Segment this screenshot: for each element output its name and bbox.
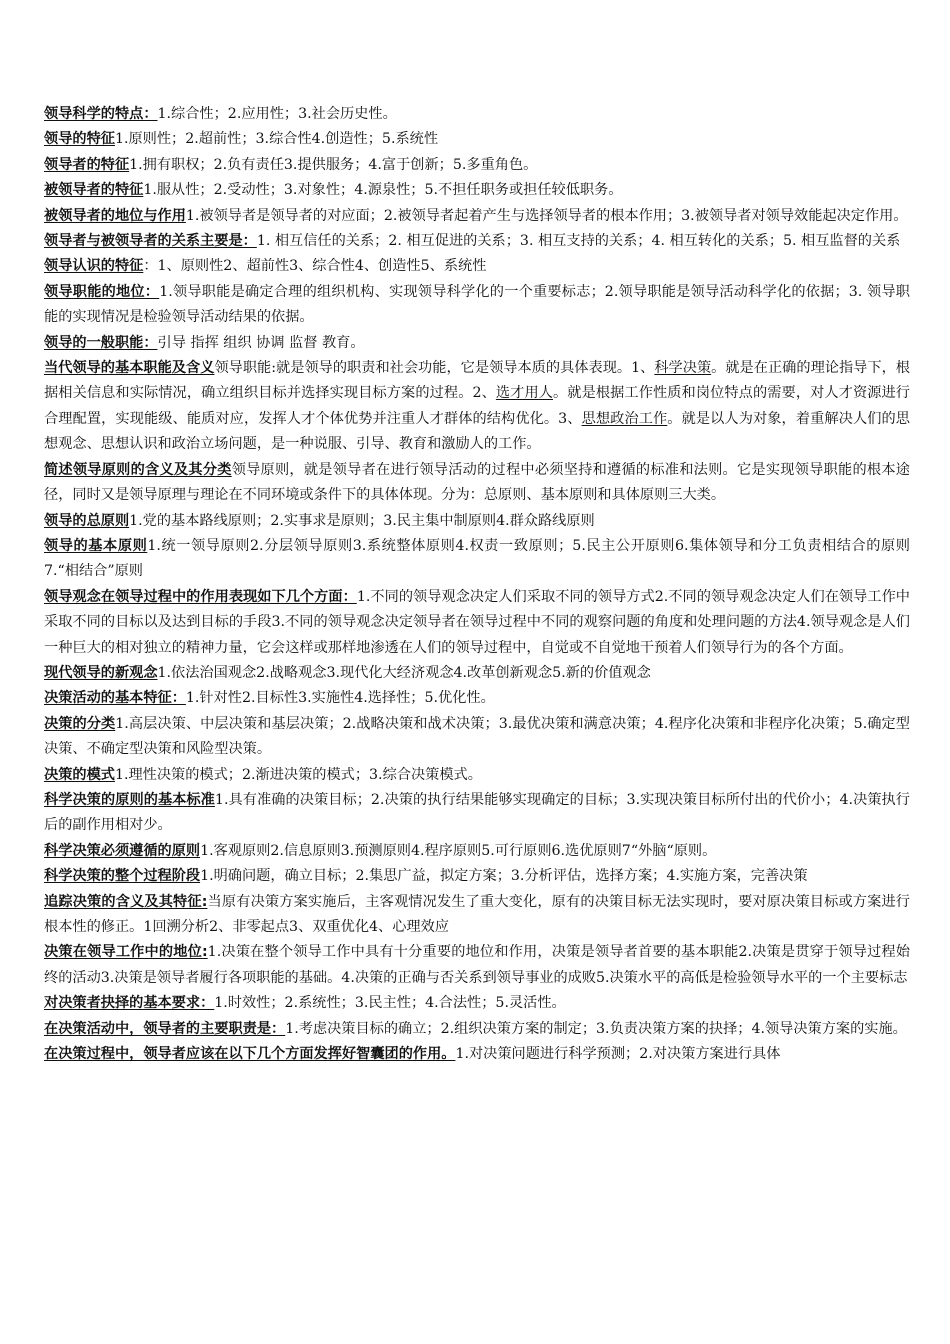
entry-body: 引导 指挥 组织 协调 监督 教育。 (157, 334, 365, 351)
entry-body-part: 。就是在正确的理论指导下，根据相关信息和实际情况，确立组织目标并选择实现目标方案的过程。2、 (44, 360, 910, 402)
entry-body: 1.领导职能是确定合理的组织机构、实现领导科学化的一个重要标志；2.领导职能是领导活动科学化的依据；3. 领导职能的实现情况是检验领导活动结果的依据。 (44, 283, 910, 326)
entry-body-part: 。就是以人为对象，着重解决人们的思想观念、思想认识和政治立场问题，是一种说服、引导、教育和激励人的工作。 (44, 410, 910, 453)
entry-term: 在决策活动中，领导者的主要职责是： (44, 1020, 286, 1037)
entry-term: 简述领导原则的含义及其分类 (44, 461, 232, 478)
entry-body: ：1、原则性2、超前性3、综合性4、创造性5、系统性 (143, 258, 487, 275)
entry-body: 领导原则，就是领导者在进行领导活动的过程中必须坚持和遵循的标准和法则。它是实现领导职能的根本途径，同时又是领导原理与理论在不同环境或条件下的具体体现。分为：总原则、基本原则和具体原则三大类。 (44, 461, 910, 504)
entry-term: 领导认识的特征 (44, 258, 144, 275)
entry-scientific-decision-standards (44, 788, 910, 839)
entry-body: 1.不同的领导观念决定人们采取不同的领导方式2.不同的领导观念决定人们在领导工作中采取不同的目标以及达到目标的手段3.不同的领导观念决定领导者在领导过程中不同的观察问题的角度和处理问题的方法4.领导观念是人们一种巨大的相对独立的精神力量，它会这样或那样地渗透在人们的领导过程中，自觉或不自觉地干预着人们领导行为的各个方面。 (44, 588, 910, 656)
entry-term: 在决策过程中，领导者应该在以下几个方面发挥好智囊团的作用。 (44, 1046, 456, 1063)
entry-leadership-concept-role (44, 585, 910, 661)
entry-decision-activity-features (44, 686, 910, 711)
entry-body: 1.明确问题，确立目标；2.集思广益，拟定方案；3.分析评估，选择方案；4.实施方案，完善决策 (200, 868, 808, 885)
entry-leadership-general-functions (44, 331, 910, 356)
entry-leader-features (44, 153, 910, 178)
entry-term: 科学决策的整个过程阶段 (44, 868, 201, 885)
entry-leadership-cognition-features (44, 254, 910, 279)
entry-modern-leadership-concepts (44, 661, 910, 686)
entry-term: 当代领导的基本职能及含义 (44, 360, 215, 377)
entry-decision-choice-requirements (44, 991, 910, 1016)
entry-body: 1.依法治国观念2.战略观念3.现代化大经济观念4.改革创新观念5.新的价值观念 (157, 664, 651, 681)
entry-body: 1.拥有职权；2.负有责任3.提供服务；4.富于创新；5.多重角色。 (129, 156, 538, 173)
underlined-keyword: 选才用人 (495, 385, 554, 402)
entry-term: 领导者与被领导者的关系主要是： (44, 233, 257, 250)
entry-term: 追踪决策的含义及其特征: (44, 893, 208, 910)
entry-term: 决策的模式 (44, 766, 115, 783)
entry-contemporary-leadership-functions (44, 356, 910, 458)
entry-term: 领导的总原则 (44, 512, 130, 529)
entry-body: 1.具有准确的决策目标；2.决策的执行结果能够实现确定的目标；3.实现决策目标所付出的代价小；4.决策执行后的副作用相对少。 (44, 791, 910, 834)
entry-leadership-function-status (44, 280, 910, 331)
entry-body: 1.对决策问题进行科学预测；2.对决策方案进行具体 (455, 1046, 781, 1063)
entry-term: 被领导者的地位与作用 (44, 207, 186, 224)
entry-basic-principles (44, 534, 910, 585)
entry-led-features (44, 178, 910, 203)
entry-body: 1.综合性；2.应用性；3.社会历史性。 (157, 106, 397, 122)
entry-term: 领导的基本原则 (44, 537, 148, 554)
entry-term: 决策在领导工作中的地位: (44, 944, 208, 961)
entry-decision-classification (44, 712, 910, 763)
entry-think-tank-role (44, 1042, 910, 1067)
entry-body: 1.党的基本路线原则；2.实事求是原则；3.民主集中制原则4.群众路线原则 (129, 512, 595, 529)
entry-term: 决策的分类 (44, 715, 116, 732)
entry-decision-models (44, 763, 910, 788)
entry-term: 领导观念在领导过程中的作用表现如下几个方面： (44, 588, 357, 605)
entry-decision-status (44, 940, 910, 991)
entry-scientific-decision-stages (44, 864, 910, 889)
entry-body: 1.理性决策的模式；2.渐进决策的模式；3.综合决策模式。 (114, 766, 482, 783)
entry-term: 领导的一般职能： (44, 334, 158, 351)
entry-body: 1.决策在整个领导工作中具有十分重要的地位和作用，决策是领导者首要的基本职能2.决策是贯穿于领导过程始终的活动3.决策是领导者履行各项职能的基础。4.决策的正确与否关系到领导事业的成败5.决策水平的高低是检验领导水平的一个主要标志 (44, 944, 910, 986)
entry-scientific-decision-principles (44, 839, 910, 864)
entry-term: 被领导者的特征 (44, 182, 144, 199)
document-page (44, 102, 910, 1067)
entry-body: 1.服从性；2.受动性；3.对象性；4.源泉性；5.不担任职务或担任较低职务。 (143, 182, 623, 199)
entry-term: 现代领导的新观念 (44, 664, 158, 681)
entry-term: 科学决策必须遵循的原则 (44, 842, 201, 859)
entry-tracking-decision (44, 890, 910, 941)
entry-body: 1.原则性；2.超前性；3.综合性4.创造性；5.系统性 (114, 131, 439, 148)
entry-term: 对决策者抉择的基本要求： (44, 995, 215, 1012)
entry-leader-decision-duties (44, 1017, 910, 1042)
underlined-keyword: 思想政治工作 (581, 410, 668, 427)
entry-body: 1. 相互信任的关系；2. 相互促进的关系；3. 相互支持的关系；4. 相互转化的关系；5. 相互监督的关系 (256, 233, 901, 250)
entry-leadership-features (44, 127, 910, 152)
entry-body: 1.针对性2.目标性3.实施性4.选择性；5.优化性。 (185, 690, 495, 707)
entry-term: 科学决策的原则的基本标准 (44, 791, 215, 808)
entry-body-part: 。就是根据工作性质和岗位特点的需要，对人才资源进行合理配置，实现能级、能质对应，发挥人才个体优势并注重人才群体的结构优化。3、 (44, 385, 910, 427)
entry-leadership-science-features (44, 102, 910, 127)
entry-body: 1.客观原则2.信息原则3.预测原则4.程序原则5.可行原则6.选优原则7“外脑“原则。 (200, 842, 717, 859)
entry-term: 决策活动的基本特征： (44, 690, 186, 707)
entry-term: 领导职能的地位： (44, 283, 160, 300)
entry-term: 领导者的特征 (44, 156, 130, 173)
entry-body: 1.高层决策、中层决策和基层决策；2.战略决策和战术决策；3.最优决策和满意决策；4.程序化决策和非程序化决策；5.确定型决策、不确定型决策和风险型决策。 (44, 715, 910, 758)
underlined-keyword: 科学决策 (654, 360, 712, 377)
entry-leadership-principles-meaning (44, 458, 910, 509)
entry-body: 1.时效性；2.系统性；3.民主性；4.合法性；5.灵活性。 (214, 995, 566, 1012)
entry-led-status-role (44, 204, 910, 229)
entry-body: 当原有决策方案实施后，主客观情况发生了重大变化，原有的决策目标无法实现时，要对原决策目标或方案进行根本性的修正。1回溯分析2、非零起点3、双重优化4、心理效应 (44, 893, 910, 935)
entry-term: 领导的特征 (44, 131, 115, 148)
entry-body-part: 领导职能:就是领导的职责和社会功能，它是领导本质的具体表现。1、 (214, 360, 655, 377)
entry-term: 领导科学的特点： (44, 106, 158, 122)
entry-general-principles (44, 509, 910, 534)
entry-body: 1.统一领导原则2.分层领导原则3.系统整体原则4.权责一致原则；5.民主公开原则6.集体领导和分工负责相结合的原则7.“相结合”原则 (44, 537, 910, 580)
entry-body: 1.考虑决策目标的确立；2.组织决策方案的制定；3.负责决策方案的抉择；4.领导决策方案的实施。 (285, 1020, 907, 1037)
entry-leader-led-relations (44, 229, 910, 254)
entry-body: 1.被领导者是领导者的对应面；2.被领导者起着产生与选择领导者的根本作用；3.被领导者对领导效能起决定作用。 (185, 207, 908, 224)
